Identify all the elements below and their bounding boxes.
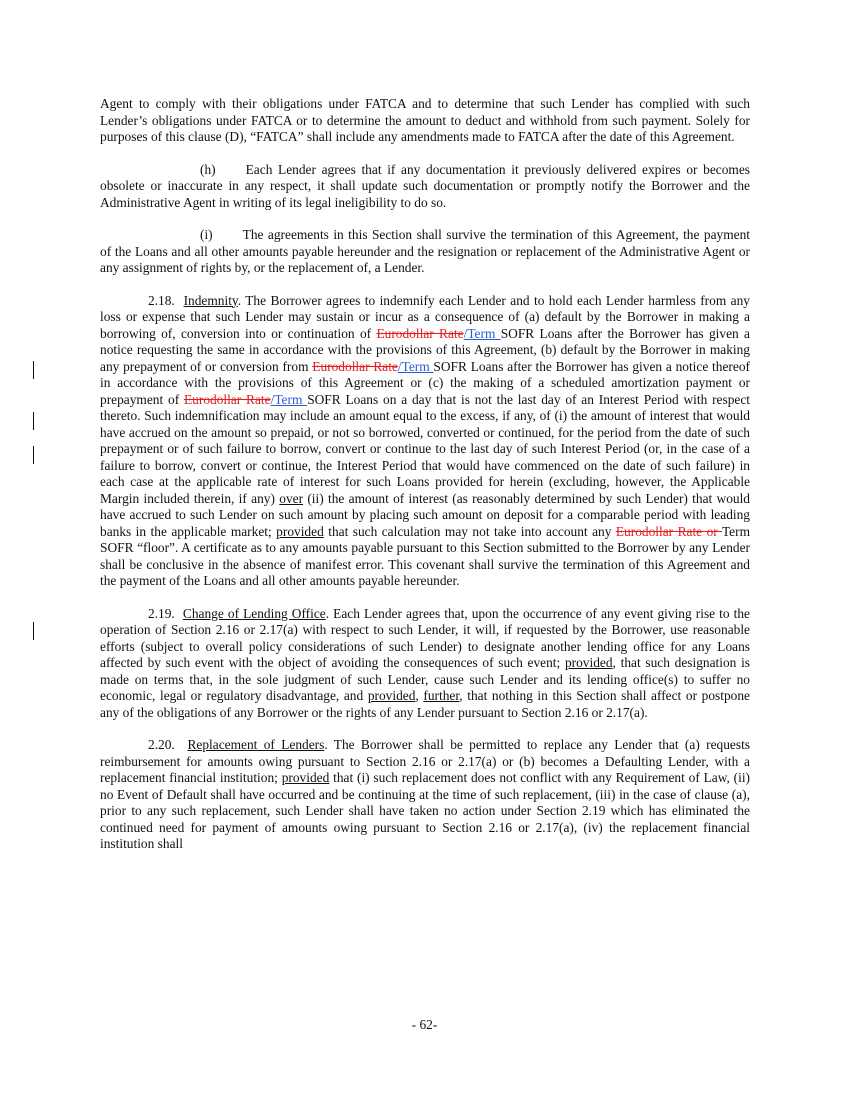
section-number: 2.20. (148, 737, 175, 752)
deleted-text: Eurodollar Rate (183, 391, 271, 407)
paragraph-i (100, 227, 750, 277)
underlined-term: provided (564, 655, 613, 670)
clause-label-h: (h) (200, 161, 216, 177)
inserted-text: /Term (463, 325, 501, 341)
inserted-text: /Term (270, 391, 308, 407)
change-bar (33, 412, 34, 430)
underlined-term: further (423, 688, 460, 703)
section-2-20: 2.20. Replacement of Lenders. The Borrower shall be permitted to replace any Lender that (a) requests reimbursement for amounts owing pursuant to Section 2.16 or 2.17(a) or (b) becomes a Defaulting Lender, with a replacement financial institution; provided that (i) such replacement does not conflict with any Requirement of Law, (ii) no Event of Default shall have occurred and be continuing at the time of such replacement, (iii) in the case of clause (a), prior to any such replacement, such Lender shall have taken no action under Section 2.19 which has eliminated the continued need for payment of amounts owing pursuant to Section 2.16 or 2.17(a), (iv) the replacement financial institution shall (100, 737, 750, 851)
paragraph-h (100, 162, 750, 212)
inserted-text: /Term (397, 358, 434, 374)
change-bar (33, 446, 34, 464)
deleted-text: Eurodollar Rate (376, 325, 464, 341)
section-number: 2.19. (148, 605, 175, 621)
section-2-18: 2.18. Indemnity. The Borrower agrees to indemnify each Lender and to hold each Lender harmless from any loss or expense that such Lender may sustain or incur as a consequence of (a) default by the Borrower in making a borrowing of, conversion into or continuation of Eurodollar Rate/Term SOFR Loans after the Borrower has given a notice requesting the same in accordance with the provisions of this Agreement, (b) default by the Borrower in making any prepayment of or conversion from Eurodollar Rate/Term SOFR Loans after the Borrower has given a notice thereof in accordance with the provisions of this Agreement or (c) the making of a scheduled amortization payment or prepayment of Eurodollar Rate/Term SOFR Loans on a day that is not the last day of an Interest Period with respect thereto. Such indemnification may include an amount equal to the excess, if any, of (i) the amount of interest that would have accrued on the amount so prepaid, or not so borrowed, converted or continued, for the period from the date of such prepayment or of such failure to borrow, convert or continue to the last day of such Interest Period (or, in the case of a failure to borrow, convert or continue, the Interest Period that would have commenced on the date of such failure) in each case at the applicable rate of interest for such Loans provided for herein (excluding, however, the Applicable Margin included therein, if any) over (ii) the amount of interest (as reasonably determined by such Lender) that would have accrued to such Lender on such amount by placing such amount on deposit for a comparable period with leading banks in the applicable market; provided that such calculation may not take into account any Eurodollar Rate or Term SOFR “floor”. A certificate as to any amounts payable pursuant to this Section submitted to the Borrower by any Lender shall be conclusive in the absence of manifest error. This covenant shall survive the termination of this Agreement and the payment of the Loans and all other amounts payable hereunder. (100, 292, 750, 588)
section-title: Replacement of Lenders (187, 737, 325, 752)
change-bar (33, 622, 34, 640)
section-number: 2.18. (148, 292, 175, 308)
underlined-term: provided (276, 523, 324, 539)
section-title: Change of Lending Office (182, 605, 326, 621)
clause-text-i: The agreements in this Section shall survive the termination of this Agreement, the payment of the Loans and all other amounts payable hereunder and the resignation or replacement of the Administrative Agent or any assignment of rights by, or the replacement of, a Lender. (100, 227, 750, 275)
underlined-term: provided (367, 688, 416, 703)
change-bar (33, 361, 34, 379)
section-title: Indemnity (183, 292, 238, 308)
document-page (100, 96, 750, 869)
page-number: - 62- (411, 1017, 438, 1032)
underlined-term: over (279, 490, 304, 506)
underlined-term: provided (281, 770, 330, 785)
deleted-text: Eurodollar Rate (312, 358, 398, 374)
section-2-19: 2.19. Change of Lending Office. Each Lender agrees that, upon the occurrence of any event giving rise to the operation of Section 2.16 or 2.17(a) with respect to such Lender, it will, if requested by the Borrower, use reasonable efforts (subject to overall policy considerations of such Lender) to designate another lending office for any Loans affected by such event with the object of avoiding the consequences of such event; provided, that such designation is made on terms that, in the sole judgment of such Lender, cause such Lender and its lending office(s) to suffer no economic, legal or regulatory disadvantage, and provided, further, that nothing in this Section shall affect or postpone any of the obligations of any Borrower or the rights of any Lender pursuant to Section 2.16 or 2.17(a). (100, 605, 750, 720)
clause-text-h: Each Lender agrees that if any documentation it previously delivered expires or becomes obsolete or inaccurate in any respect, it shall update such documentation or promptly notify the Borrower and the Administrative Agent in writing of its legal ineligibility to do so. (100, 161, 750, 210)
clause-label-i: (i) (200, 227, 213, 242)
paragraph-fatca: Agent to comply with their obligations under FATCA and to determine that such Lender has complied with such Lender’s obligations under FATCA or to determine the amount to deduct and withhold from such payment. Solely for purposes of this clause (D), “FATCA” shall include any amendments made to FATCA after the date of this Agreement. (100, 96, 750, 144)
deleted-text: Eurodollar Rate or (615, 523, 722, 539)
